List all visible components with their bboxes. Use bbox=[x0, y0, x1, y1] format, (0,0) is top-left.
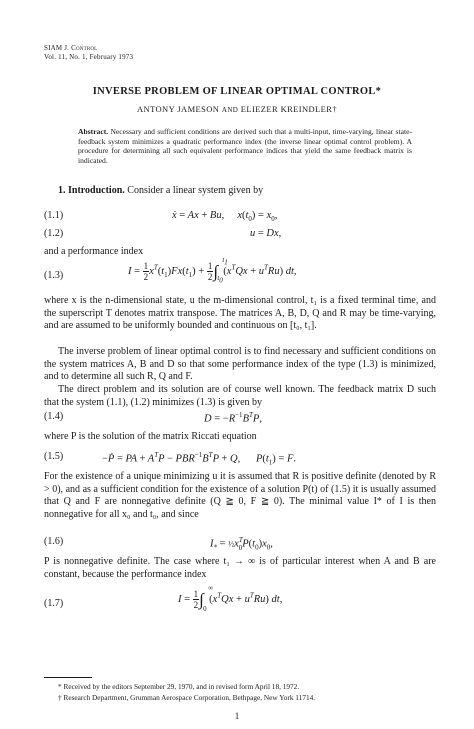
equation-feedback: u = Dx, bbox=[250, 228, 282, 239]
page-number: 1 bbox=[234, 711, 240, 721]
equation-number: (1.1) bbox=[44, 210, 64, 221]
equation-riccati: −Ṗ = PA + $A^TP - PBR^{-1}B^TP + Q$, $P(t_1) = F$. bbox=[102, 451, 296, 467]
journal-header bbox=[44, 44, 133, 62]
journal-volume: Vol. 11, No. 1, February 1973 bbox=[44, 53, 134, 61]
section-intro bbox=[44, 185, 436, 198]
paragraph-nonnegative: P is nonnegative definite. The case where t₁ → ∞ is of particular interest when A and B are constant, because the performance index bbox=[44, 556, 436, 580]
section-intro-text: Consider a linear system given by bbox=[127, 185, 264, 196]
footnote-received: * Received by the editors September 29, 1970, and in revised form April 18, 1972. bbox=[58, 682, 300, 691]
author-kreindler: ELIEZER KREINDLER† bbox=[240, 104, 337, 114]
author-line bbox=[0, 104, 474, 114]
equation-performance-index: I = $\frac{1}{2}$ $x^T(t_1)Fx(t_1)$ + $\frac{1}{2}$ ∫ $t_1$ $t_0$ $(x^TQx + u^TRu)$ dt, bbox=[128, 255, 297, 285]
equation-number: (1.5) bbox=[44, 451, 64, 462]
paragraph-index: and a performance index bbox=[44, 246, 144, 257]
paragraph-riccati: where P is the solution of the matrix Riccati equation bbox=[44, 431, 257, 442]
abstract bbox=[78, 127, 412, 165]
paragraph-existence: For the existence of a unique minimizing u it is assumed that R is positive definite (denoted by R > 0), and as a sufficient condition for the existence of a solution P(t) of (1.5) it is usually assumed that Q and F are nonnegative definite (Q ≧ 0, F ≧ 0). The minimal value I* of I is then nonnegative for all x₀ and t₀, and since bbox=[44, 471, 436, 520]
abstract-text: Necessary and sufficient conditions are derived such that a multi-input, time-varying, linear state-feedback system minimizes a quadratic performance index (the inverse linear optimal control problem). A procedure for determining all such equivalent performance indices that yield the same feedback matrix is indicated. bbox=[78, 127, 412, 165]
footnote-rule bbox=[44, 677, 92, 678]
equation-state: ẋ = Ax + Bu, $x(t_0) = x_0$, bbox=[172, 210, 278, 224]
journal-name: SIAM J. Control bbox=[44, 44, 98, 52]
equation-number: (1.7) bbox=[44, 598, 64, 609]
paragraph-definitions: where x is the n-dimensional state, u the m-dimensional control, t₁ is a fixed terminal time, and the superscript T denotes matrix transpose. The matrices A, B, D, Q and R may be time-varying, and are assumed to be uniformly bounded and continuous on [t₀, t₁]. bbox=[44, 295, 436, 332]
equation-gain: $D = -R^{-1}B^TP$, bbox=[204, 411, 262, 425]
abstract-label: Abstract. bbox=[78, 127, 109, 136]
equation-number: (1.2) bbox=[44, 228, 64, 239]
equation-infinite-horizon-index: I = $\frac{1}{2}$ ∫ ∞ 0 $(x^TQx + u^TRu)$ dt, bbox=[178, 583, 283, 613]
author-jameson: ANTONY JAMESON bbox=[137, 104, 220, 114]
equation-minimal-value: $I_*$ = $\frac{1}{2}x^T_0P(t_0)x_0$, bbox=[210, 536, 273, 552]
paragraph-direct-problem: The direct problem and its solution are of course well known. The feedback matrix D such that the system (1.1), (1.2) minimizes (1.3) is given by bbox=[44, 384, 436, 408]
equation-number: (1.4) bbox=[44, 411, 64, 422]
section-heading: 1. Introduction. bbox=[58, 185, 125, 196]
paragraph-inverse-problem: The inverse problem of linear optimal control is to find necessary and sufficient conditions on the system matrices A, B and D so that some performance index of the type (1.3) is minimized, and to determine all such R, Q and F. bbox=[44, 346, 436, 383]
equation-number: (1.6) bbox=[44, 536, 64, 547]
equation-number: (1.3) bbox=[44, 270, 64, 281]
author-conjunction: AND bbox=[221, 106, 239, 114]
paper-title: INVERSE PROBLEM OF LINEAR OPTIMAL CONTROL* bbox=[92, 86, 382, 97]
footnote-affiliation: † Research Department, Grumman Aerospace Corporation, Bethpage, New York 11714. bbox=[58, 693, 316, 702]
